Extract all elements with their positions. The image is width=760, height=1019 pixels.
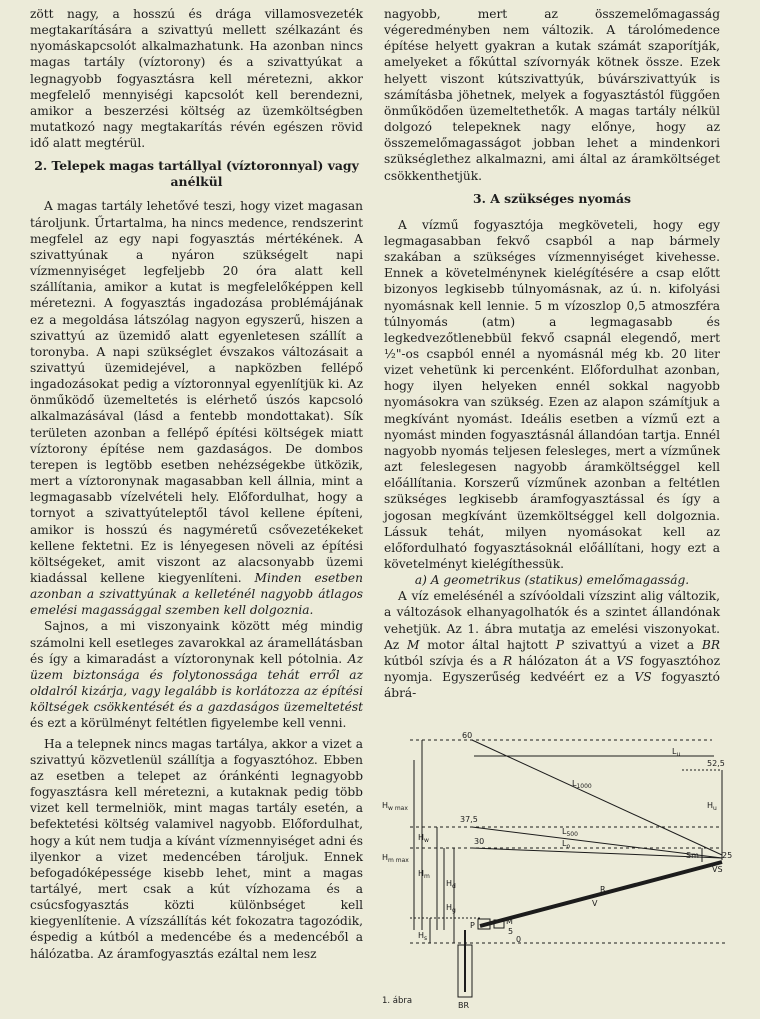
paragraph-intro: zött nagy, a hosszú és drága villamosvezeték megtakarítására a szivattyú mellett szélkazánt és nyomáskapcsolót alkalmazhatunk. Ha azonban nincs magas tartály (víztorony) és a szivattyúkat a legnagyobb fogyasztásra kell méretezni, akkor megfelelő mennyiségi kapcsolót kell berendezni, amikor a beszerzési költség az üzemköltségben mutatkozó nagy megtakarítás révén egészen rövid idő alatt megtérül.	[30, 7, 363, 151]
label-525: 52,5	[707, 759, 725, 768]
emphasis-text: Az üzem biztonsága és folytonossága tehát erről az oldalról kizárja, vagy legalább is korlátozza az építési költségek csökkentését és a gazdaságos üzemeltetést	[30, 651, 363, 715]
label-m: M	[506, 917, 513, 926]
pipe-r	[480, 862, 722, 926]
left-column	[30, 6, 363, 962]
paragraph-text: hálózaton át a	[518, 653, 611, 668]
var-br: BR	[701, 637, 721, 652]
paragraph-text: motor által hajtott	[427, 637, 548, 652]
paragraph-text: kútból szívja és a	[384, 653, 497, 668]
label-hg: $H_g$	[446, 903, 456, 914]
label-hwmax: $H_{w max}$	[382, 801, 408, 812]
label-r: R	[600, 885, 606, 894]
paragraph-continued: nagyobb, mert az összemelőmagasság végeredményben nem változik. A tárolómedence építése helyett gyakran a kutak számát szaporítják, amelyeket a főkúttal szívornyák kötnek össze. Ezek helyett viszont kútszivattyúk, búvárszivattyúk is számításba jöhetnek, melyek a fogyasztástól függően önműködően üzemeltethetők. A magas tartály nélkül dolgozó telepeknek nagy előnye, hogy az összemelőmagasságot jobban lehet a mindenkori szükséglethez alkalmazni, ami által az áramköltséget csökkenthetjük.	[384, 7, 720, 183]
label-lu: $L_u$	[672, 747, 681, 758]
figure-caption: 1. ábra	[382, 996, 413, 1006]
label-br: BR	[458, 1001, 470, 1010]
emphasis-text: Minden esetben azonban a szivattyúnak a kelleténél nagyobb átlagos emelési magassággal szemben kell dolgoznia.	[30, 571, 363, 618]
section-heading-3: 3. A szükséges nyomás	[472, 190, 632, 206]
label-hm: $H_m$	[418, 869, 430, 880]
label-hu: $H_u$	[707, 801, 717, 812]
label-25: 25	[722, 851, 733, 860]
label-5: 5	[508, 927, 514, 936]
paragraph-pressure-2	[384, 588, 720, 701]
var-p: P	[555, 637, 564, 652]
label-vs: VS	[712, 865, 723, 874]
paragraph-text: szivattyú a vizet a	[571, 637, 695, 652]
paragraph-text: fogyasztó ábrá-	[384, 670, 721, 701]
paragraph-pressure-1: A vízmű fogyasztója megköveteli, hogy egy legmagasabban fekvő csapból a nap bármely szakában a szükséges vízmennyiséget kivehesse. Ennek a követelménynek kielégítésére a csap előtt bizonyos legkisebb túlnyomásnak, az ú. n. kifolyási nyomásnak kell lennie. 5 m vízoszlop 0,5 atmoszféra túlnyomás (atm) a legmagasabb és legkedvezőtlenebbül fekvő csapnál elegendő, mert ½"-os csapból ennél a nyomásnál még kb. 20 liter vizet vehetünk ki percenként. Előfordulhat azonban, hogy ilyen helyeken ennél sokkal nagyobb nyomásokra van szükség. Ezen az alapon számítjuk a megkívánt nyomást. Ideális esetben a vízmű ezt a nyomást minden fogyasztásnál állandóan tartja. Ennél nagyobb nyomás teljesen felesleges, mert a vízműnek azt feleslegesen nagyobb áramköltséggel kell előállítania. Korszerű vízműnek azonban a feltétlen szükséges legkisebb áramfogyasztással és így a jogosan megkívánt üzemköltséggel kell dolgoznia. Lássuk tehát, milyen nyomásokat kell az előfordulható fogyasztásoknál előállítani, hogy ezt a követelményt kielégíthessük.	[384, 217, 720, 571]
var-r: R	[503, 653, 513, 668]
paragraph-text: A magas tartály lehetővé teszi, hogy vizet magasan tároljunk. Űrtartalma, ha nincs medence, rendszerint megfelel az egy napi fogyasztás mértékének. A szivattyúnak a nyáron szükségelt napi vízmennyiséget legfeljebb 20 óra alatt kell szállítania, amikor a kutat is megfelelőképpen kell méretezni. A fogyasztás ingadozása problémájának ez a megoldása látszólag nagyon egyszerű, hiszen a szivattyú az üzemidő alatt egyenletesen szállít a toronyba. A napi szükséglet évszakos változásait a szivattyú üzemidejével, a napközben fellépő ingadozásokat pedig a víztoronnyal egyenlítjük ki. Az önműködő üzemeltetés is elérhető úszós kapcsoló alkalmazásával (lásd a fentebb mondottakat). Sík területen azonban a fellépő építési költségek miatt víztorony építése nem gazdaságos. De dombos terepen is legtöbb esetben nehézségekbe ütközik, mert a víztoronynak magasabban kell állnia, mint a legmagasabb vízelvételi hely. Előfordulhat, hogy a tornyot a szivattyúteleptől távol kellene építeni, amikor is hosszú és nagyméretű csővezetékeket kellene fektetni. Ez is lényegesen növeli az építési költségeket, amit viszont az alacsonyabb üzemi kiadással kellene kiegyenlíteni.	[30, 199, 363, 585]
label-l500: $L_{500}$	[562, 827, 578, 838]
label-l1000: $L_{1000}$	[572, 779, 592, 790]
label-0: 0	[516, 935, 522, 944]
var-vs: VS	[616, 653, 634, 668]
paragraph-tank-2	[30, 618, 363, 731]
paragraph-text: és ezt a körülményt feltétlen figyelembe kell venni.	[30, 716, 347, 731]
var-vs: VS	[634, 670, 652, 685]
paragraph-tank-1	[30, 198, 363, 618]
subheading-geometric: a) A geometrikus (statikus) emelőmagasság.	[414, 573, 690, 588]
pressure-line-l1000	[472, 740, 722, 855]
right-column	[384, 6, 720, 701]
var-m: M	[407, 637, 420, 652]
paragraph-text: A víz emelésénél a szívóoldali vízszint alig változik, a változások elhanyagolhatók és a szintet állandónak vehetjük. Az 1. ábra mutatja az emelési viszonyokat. Az	[384, 589, 720, 652]
figure-1	[382, 730, 734, 1019]
label-hs: $H_s$	[418, 931, 428, 942]
label-sm: Sm	[686, 851, 699, 860]
label-v: V	[592, 899, 598, 908]
label-375: 37,5	[460, 815, 478, 824]
label-60: 60	[462, 731, 473, 740]
label-hd: $H_d$	[446, 879, 456, 890]
label-hmmax: $H_{m max}$	[382, 853, 409, 864]
section-heading-2: 2. Telepek magas tartállyal (víztoronnyal) vagy anélkül	[34, 158, 359, 190]
label-30: 30	[474, 837, 485, 846]
paragraph-tank-3: Ha a telepnek nincs magas tartálya, akkor a vizet a szivattyú közvetlenül szállítja a fogyasztóhoz. Ebben az esetben a telepet az óránkénti legnagyobb fogyasztásra kell méretezni, a kutaknak pedig több vizet kell termelniök, mint magas tartály esetén, a befektetési költség valamivel nagyobb. Előfordulhat, hogy a kút nem tudja a kívánt vízmennyiséget adni és ilyenkor a vizet medencében tároljuk. Ennek befogadóképessége kisebb lehet, mint a magas tartályé, mert csak a kút vízhozama és a csúcsfogyasztás közti különbséget kell kiegyenlítenie. A vízszállítás két fokozatra tagozódik, éspedig a kútból a medencébe és a medencéből a hálózatba. Az áramfogyasztás ezáltal nem lesz	[30, 736, 363, 961]
label-hw: $H_w$	[418, 833, 429, 844]
label-p: P	[470, 921, 475, 930]
label-lo: $L_o$	[562, 839, 571, 850]
paragraph-text: Sajnos, a mi viszonyaink között még mindig számolni kell esetleges zavarokkal az áramellátásban és így a kimaradást a víztoronynak kell pótolnia.	[30, 619, 363, 666]
pressure-diagram	[382, 730, 734, 1019]
paragraph-text: fogyasztóhoz nyomja. Egyszerűség kedvéért ez a	[384, 653, 721, 685]
